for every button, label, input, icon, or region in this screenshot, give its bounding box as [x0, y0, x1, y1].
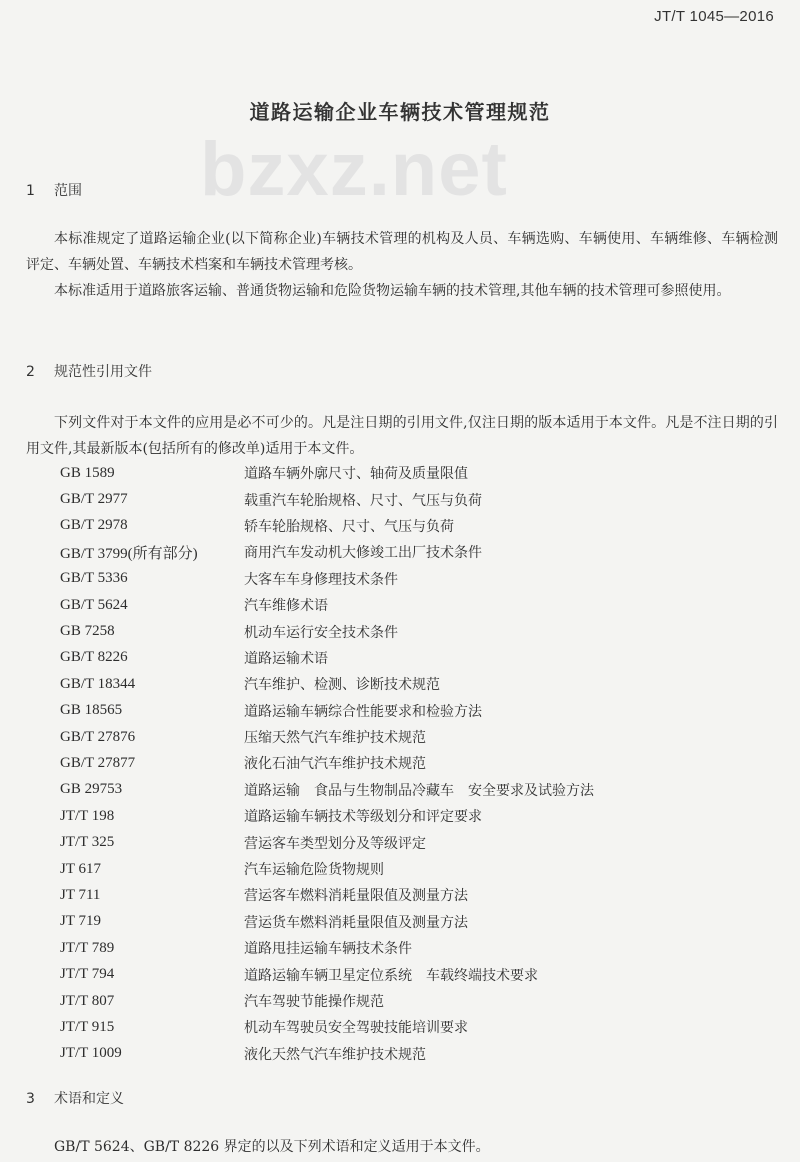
reference-code: JT/T 325: [60, 834, 115, 851]
reference-title: 道路运输车辆综合性能要求和检验方法: [244, 703, 482, 720]
reference-title: 汽车驾驶节能操作规范: [244, 994, 384, 1010]
reference-code: GB 29753: [60, 781, 123, 798]
reference-code: GB/T 3799(所有部分): [60, 545, 198, 562]
reference-title: 道路运输车辆卫星定位系统 车载终端技术要求: [244, 967, 538, 984]
reference-item: [60, 698, 594, 724]
reference-item: [60, 486, 594, 512]
reference-title: 汽车维修术语: [244, 598, 328, 615]
section-heading-scope: [26, 180, 82, 200]
terms-intro-paragraph: GB/T 5624、GB/T 8226 界定的以及下列术语和定义适用于本文件。: [54, 1139, 490, 1155]
reference-title: 液化天然气汽车维护技术规范: [244, 1046, 426, 1063]
reference-title: 汽车维护、检测、诊断技术规范: [244, 677, 440, 694]
section-heading-terms-and-definitions: [26, 1088, 124, 1108]
reference-code: GB/T 8226: [60, 649, 128, 666]
reference-item: [60, 803, 594, 829]
section-title: 术语和定义: [54, 1091, 124, 1107]
reference-item: [60, 539, 594, 565]
reference-code: JT 719: [60, 913, 101, 930]
reference-code: JT/T 789: [60, 939, 115, 956]
reference-item: [60, 935, 594, 961]
reference-item: [60, 777, 594, 803]
watermark: bzxz.net: [200, 127, 508, 212]
reference-code: GB/T 2978: [60, 517, 128, 534]
reference-item: [60, 592, 594, 618]
section-heading-normative-references: [26, 361, 152, 381]
reference-title: 压缩天然气汽车维护技术规范: [244, 730, 426, 747]
reference-title: 道路运输 食品与生物制品冷藏车 安全要求及试验方法: [244, 782, 594, 799]
reference-title: 道路车辆外廓尺寸、轴荷及质量限值: [244, 466, 468, 483]
reference-item: [60, 988, 594, 1014]
reference-title: 载重汽车轮胎规格、尺寸、气压与负荷: [244, 492, 482, 509]
section-number: 2: [26, 364, 35, 380]
reference-code: GB 1589: [60, 464, 115, 481]
document-title: 道路运输企业车辆技术管理规范: [249, 100, 551, 124]
section-number: 3: [26, 1091, 35, 1107]
standard-code: JT/T 1045—2016: [654, 8, 774, 25]
scope-paragraph-1: 本标准规定了道路运输企业(以下简称企业)车辆技术管理的机构及人员、车辆选购、车辆使用、车辆维修、车辆检测评定、车辆处置、车辆技术档案和车辆技术管理考核。: [26, 231, 778, 273]
reference-list: [60, 460, 594, 1067]
reference-code: GB 18565: [60, 702, 123, 719]
section-title: 规范性引用文件: [54, 364, 152, 380]
reference-item: [60, 724, 594, 750]
reference-code: GB/T 27876: [60, 728, 136, 745]
reference-title: 营运客车燃料消耗量限值及测量方法: [244, 888, 468, 905]
reference-code: JT 711: [60, 886, 101, 903]
references-intro-paragraph: 下列文件对于本文件的应用是必不可少的。凡是注日期的引用文件,仅注日期的版本适用于本文件。凡是不注日期的引用文件,其最新版本(包括所有的修改单)适用于本文件。: [26, 415, 778, 457]
reference-title: 营运货车燃料消耗量限值及测量方法: [244, 914, 468, 931]
reference-item: [60, 566, 594, 592]
reference-item: [60, 671, 594, 697]
reference-title: 营运客车类型划分及等级评定: [244, 835, 426, 852]
reference-code: JT/T 915: [60, 1018, 115, 1035]
reference-title: 道路运输术语: [244, 650, 328, 667]
reference-code: GB 7258: [60, 623, 115, 640]
reference-title: 液化石油气汽车维护技术规范: [244, 756, 426, 773]
reference-title: 汽车运输危险货物规则: [244, 862, 384, 879]
reference-code: JT 617: [60, 860, 101, 877]
reference-item: [60, 460, 594, 486]
reference-item: [60, 856, 594, 882]
reference-title: 道路甩挂运输车辆技术条件: [244, 941, 412, 958]
reference-code: GB/T 5336: [60, 570, 128, 587]
reference-code: JT/T 1009: [60, 1045, 122, 1062]
reference-title: 机动车驾驶员安全驾驶技能培训要求: [244, 1020, 468, 1037]
reference-code: JT/T 794: [60, 966, 115, 983]
reference-item: [60, 618, 594, 644]
reference-item: [60, 909, 594, 935]
reference-item: [60, 1041, 594, 1067]
reference-code: JT/T 807: [60, 992, 115, 1009]
reference-title: 商用汽车发动机大修竣工出厂技术条件: [244, 545, 482, 562]
reference-item: [60, 1014, 594, 1040]
reference-item: [60, 882, 594, 908]
reference-code: GB/T 5624: [60, 596, 128, 613]
reference-code: GB/T 18344: [60, 675, 136, 692]
reference-item: [60, 829, 594, 855]
reference-item: [60, 645, 594, 671]
reference-item: [60, 961, 594, 987]
section-number: 1: [26, 183, 35, 199]
section-title: 范围: [54, 183, 82, 199]
reference-title: 轿车轮胎规格、尺寸、气压与负荷: [244, 518, 454, 535]
reference-title: 道路运输车辆技术等级划分和评定要求: [244, 809, 482, 826]
reference-code: GB/T 27877: [60, 754, 136, 771]
reference-item: [60, 750, 594, 776]
scope-paragraph-2: 本标准适用于道路旅客运输、普通货物运输和危险货物运输车辆的技术管理,其他车辆的技术管理可参照使用。: [54, 283, 731, 299]
reference-title: 机动车运行安全技术条件: [244, 624, 398, 641]
reference-code: JT/T 198: [60, 807, 115, 824]
reference-code: GB/T 2977: [60, 491, 128, 508]
reference-title: 大客车车身修理技术条件: [244, 571, 398, 588]
reference-item: [60, 513, 594, 539]
